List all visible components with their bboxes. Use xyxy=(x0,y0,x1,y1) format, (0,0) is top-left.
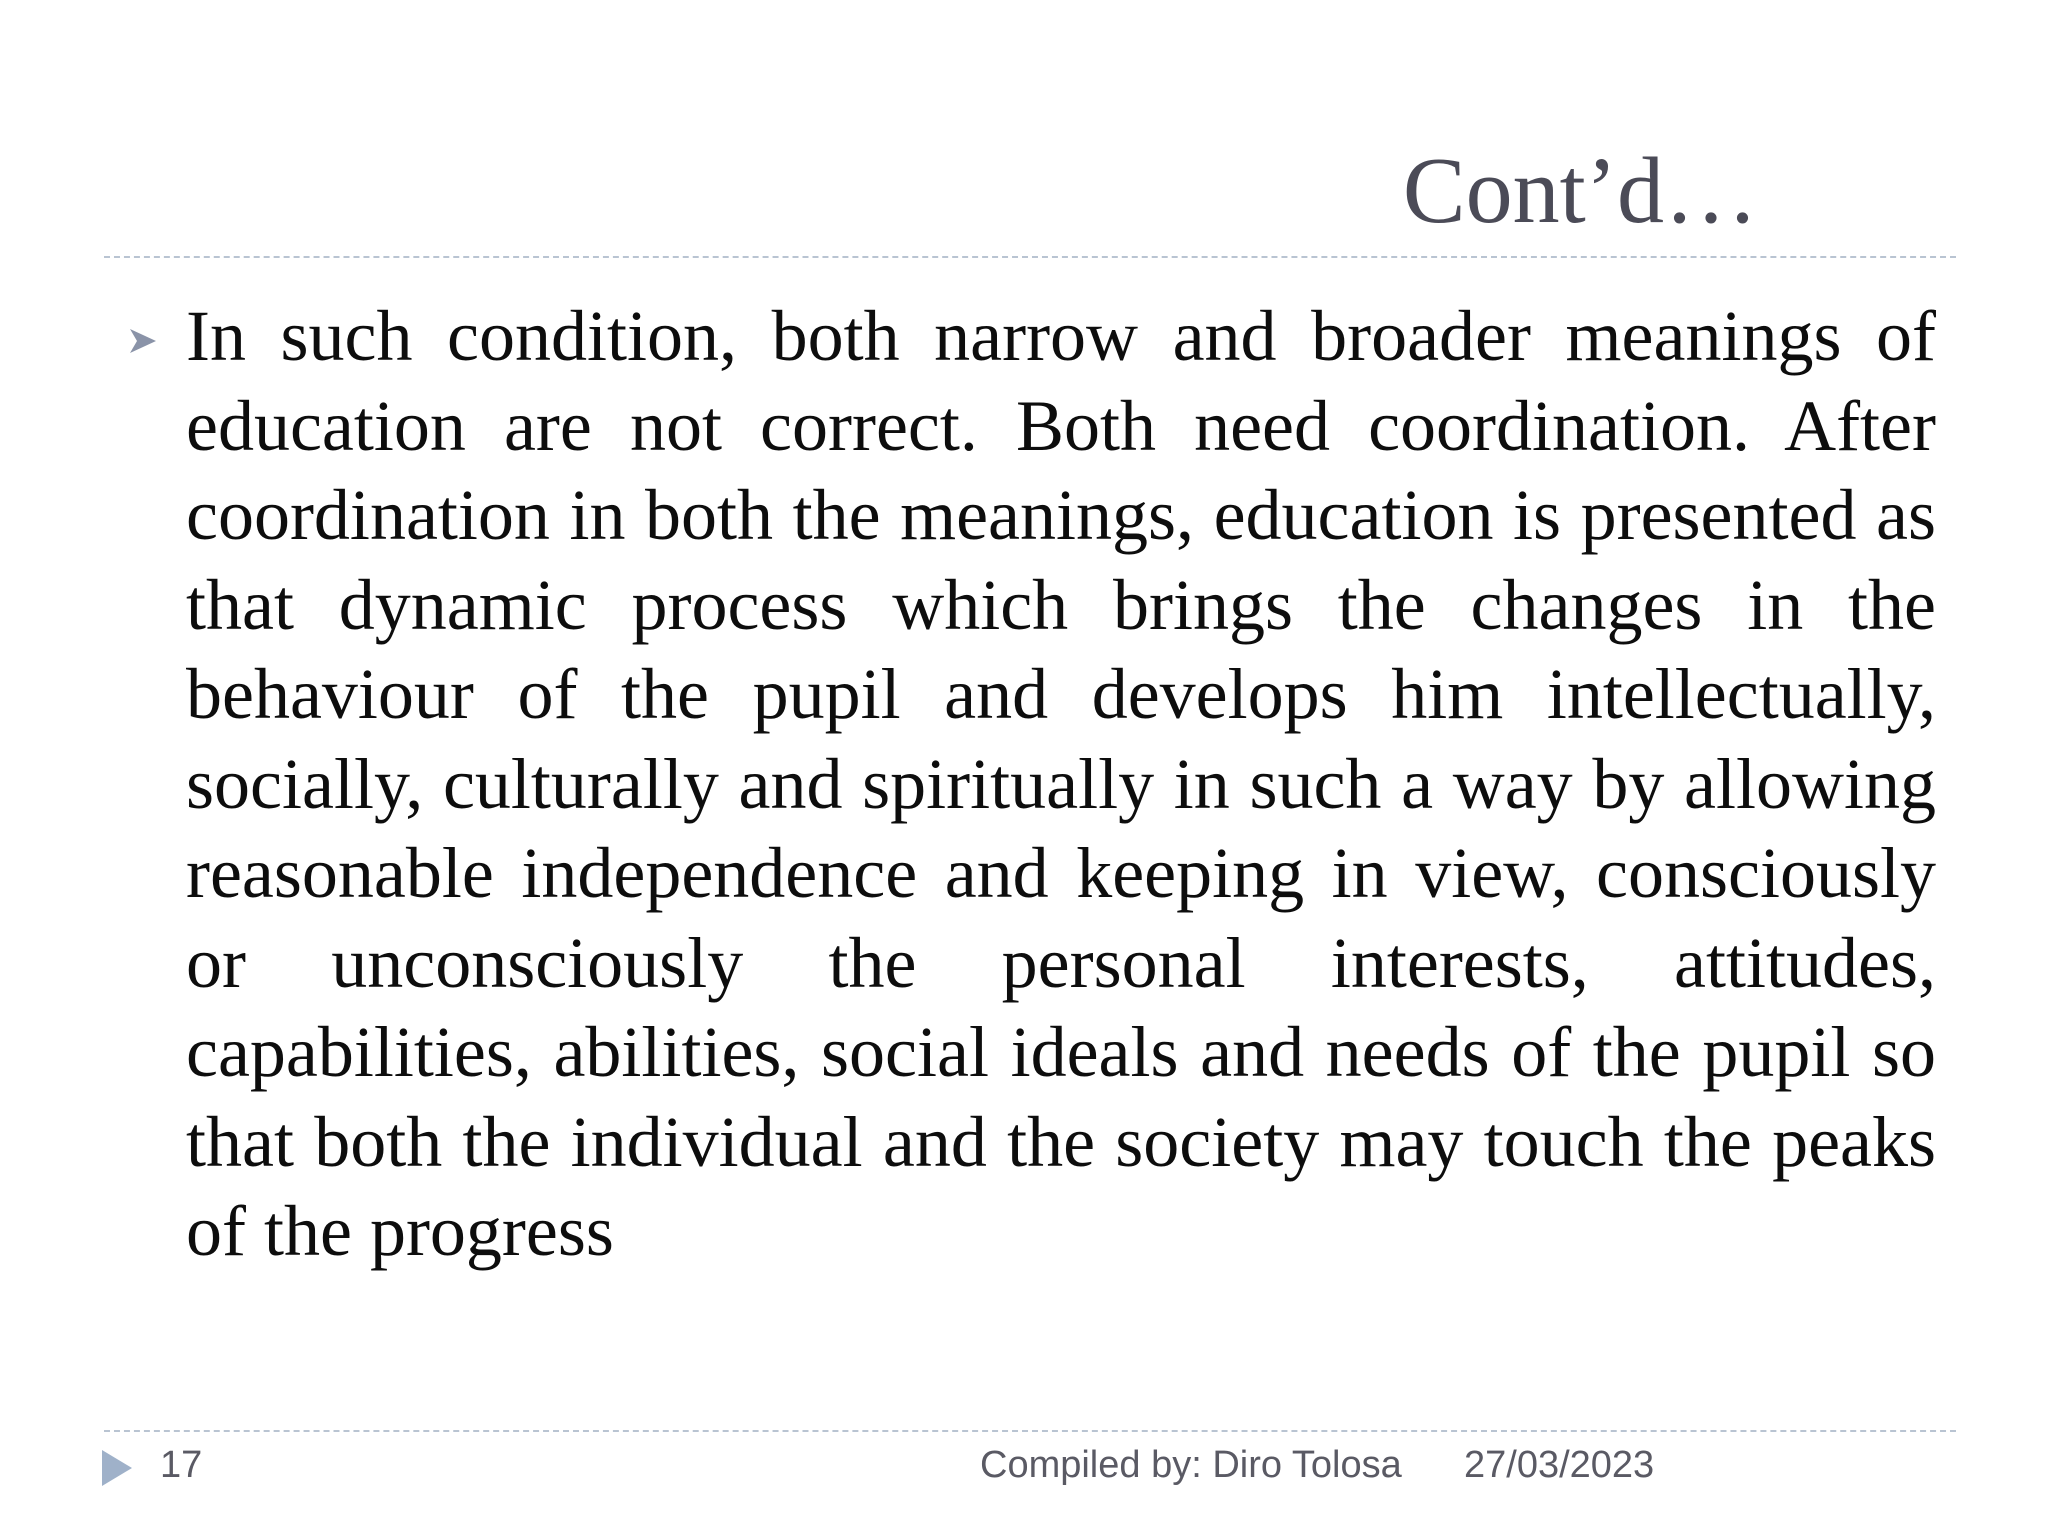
slide-title: Cont’d… xyxy=(1402,139,1758,243)
footer-date: 27/03/2023 xyxy=(1464,1444,1655,1486)
compiled-by: Compiled by: Diro Tolosa xyxy=(980,1444,1402,1486)
triangle-marker-icon xyxy=(100,1448,134,1488)
footer-divider xyxy=(104,1430,1956,1432)
title-divider xyxy=(104,256,1956,258)
page-number: 17 xyxy=(160,1444,203,1486)
arrowhead-bullet-icon xyxy=(128,326,158,356)
bullet-text: In such condition, both narrow and broader meanings of education are not correct. Both need coordination. After coordination in both the meanings, education is presented as that dynamic process which brings the changes in the behaviour of the pupil and develops him intellectually, socially, culturally and spiritually in such a way by allowing reasonable independence and keeping in view, consciously or unconsciously the personal interests, attitudes, capabilities, abilities, social ideals and needs of the pupil so that both the individual and the society may touch the peaks of the progress xyxy=(186,296,1936,1271)
